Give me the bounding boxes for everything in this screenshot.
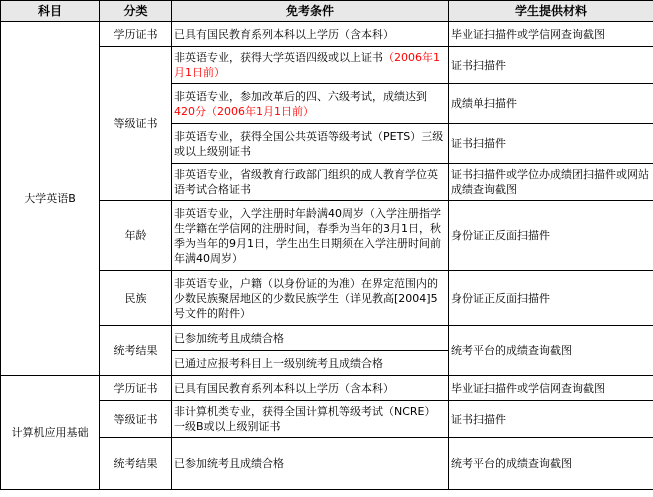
condition-cell: 已具有国民教育系列本科以上学历（含本科） <box>172 376 449 401</box>
materials-cell: 证书扫描件或学位办成绩团扫描件或网站成绩查询截图 <box>449 164 653 201</box>
condition-text: 非英语专业，参加改革后的四、六级考试，成绩达到 <box>174 89 427 103</box>
table-row <box>1 376 653 401</box>
condition-cell: 非英语专业，入学注册时年龄满40周岁（入学注册指学生学籍在学信网的注册时间，春季为当年的3月1日，秋季为当年的9月1日，学生出生日期须在入学注册时间前年满40周岁） <box>172 201 449 271</box>
materials-cell: 毕业证扫描件或学信网查询截图 <box>449 22 653 47</box>
category-cell: 学历证书 <box>100 22 172 47</box>
category-cell: 等级证书 <box>100 401 172 438</box>
condition-cell <box>172 84 449 124</box>
materials-cell: 证书扫描件 <box>449 47 653 84</box>
header-subject: 科目 <box>1 1 100 22</box>
condition-cell: 非英语专业，省级教育行政部门组织的成人教育学位英语考试合格证书 <box>172 164 449 201</box>
materials-cell: 毕业证扫描件或学信网查询截图 <box>449 376 653 401</box>
category-cell: 统考结果 <box>100 326 172 376</box>
header-materials: 学生提供材料 <box>449 1 653 22</box>
condition-cell: 已通过应报考科目上一级别统考且成绩合格 <box>172 351 449 376</box>
category-cell: 统考结果 <box>100 438 172 490</box>
condition-cell: 已具有国民教育系列本科以上学历（含本科） <box>172 22 449 47</box>
condition-text: 非英语专业，获得大学英语四级或以上证书 <box>174 51 383 64</box>
materials-cell: 身份证正反面扫描件 <box>449 271 653 326</box>
subject-cell-computer: 计算机应用基础 <box>1 376 100 490</box>
header-category: 分类 <box>100 1 172 22</box>
table-row <box>1 22 653 47</box>
condition-highlight: 420分（2006年1月1日前） <box>174 104 314 118</box>
materials-cell: 统考平台的成绩查询截图 <box>449 326 653 376</box>
subject-cell-english: 大学英语B <box>1 22 100 376</box>
header-row <box>1 1 653 22</box>
category-cell: 学历证书 <box>100 376 172 401</box>
category-cell: 年龄 <box>100 201 172 271</box>
condition-cell: 已参加统考且成绩合格 <box>172 326 449 351</box>
materials-cell: 证书扫描件 <box>449 124 653 164</box>
category-cell: 民族 <box>100 271 172 326</box>
condition-cell: 非英语专业，获得全国公共英语等级考试（PETS）三级或以上级别证书 <box>172 124 449 164</box>
header-condition: 免考条件 <box>172 1 449 22</box>
condition-cell <box>172 47 449 84</box>
category-cell: 等级证书 <box>100 47 172 201</box>
condition-cell: 非计算机类专业，获得全国计算机等级考试（NCRE）一级B或以上级别证书 <box>172 401 449 438</box>
materials-cell: 身份证正反面扫描件 <box>449 201 653 271</box>
condition-cell: 已参加统考且成绩合格 <box>172 438 449 490</box>
condition-cell: 非英语专业，户籍（以身份证的为准）在界定范围内的少数民族聚居地区的少数民族学生（详见教高[2004]5号文件的附件） <box>172 271 449 326</box>
materials-cell: 证书扫描件 <box>449 401 653 438</box>
condition-highlight: （2006年1月1日前） <box>174 51 440 79</box>
materials-cell: 成绩单扫描件 <box>449 84 653 124</box>
materials-cell: 统考平台的成绩查询截图 <box>449 438 653 490</box>
